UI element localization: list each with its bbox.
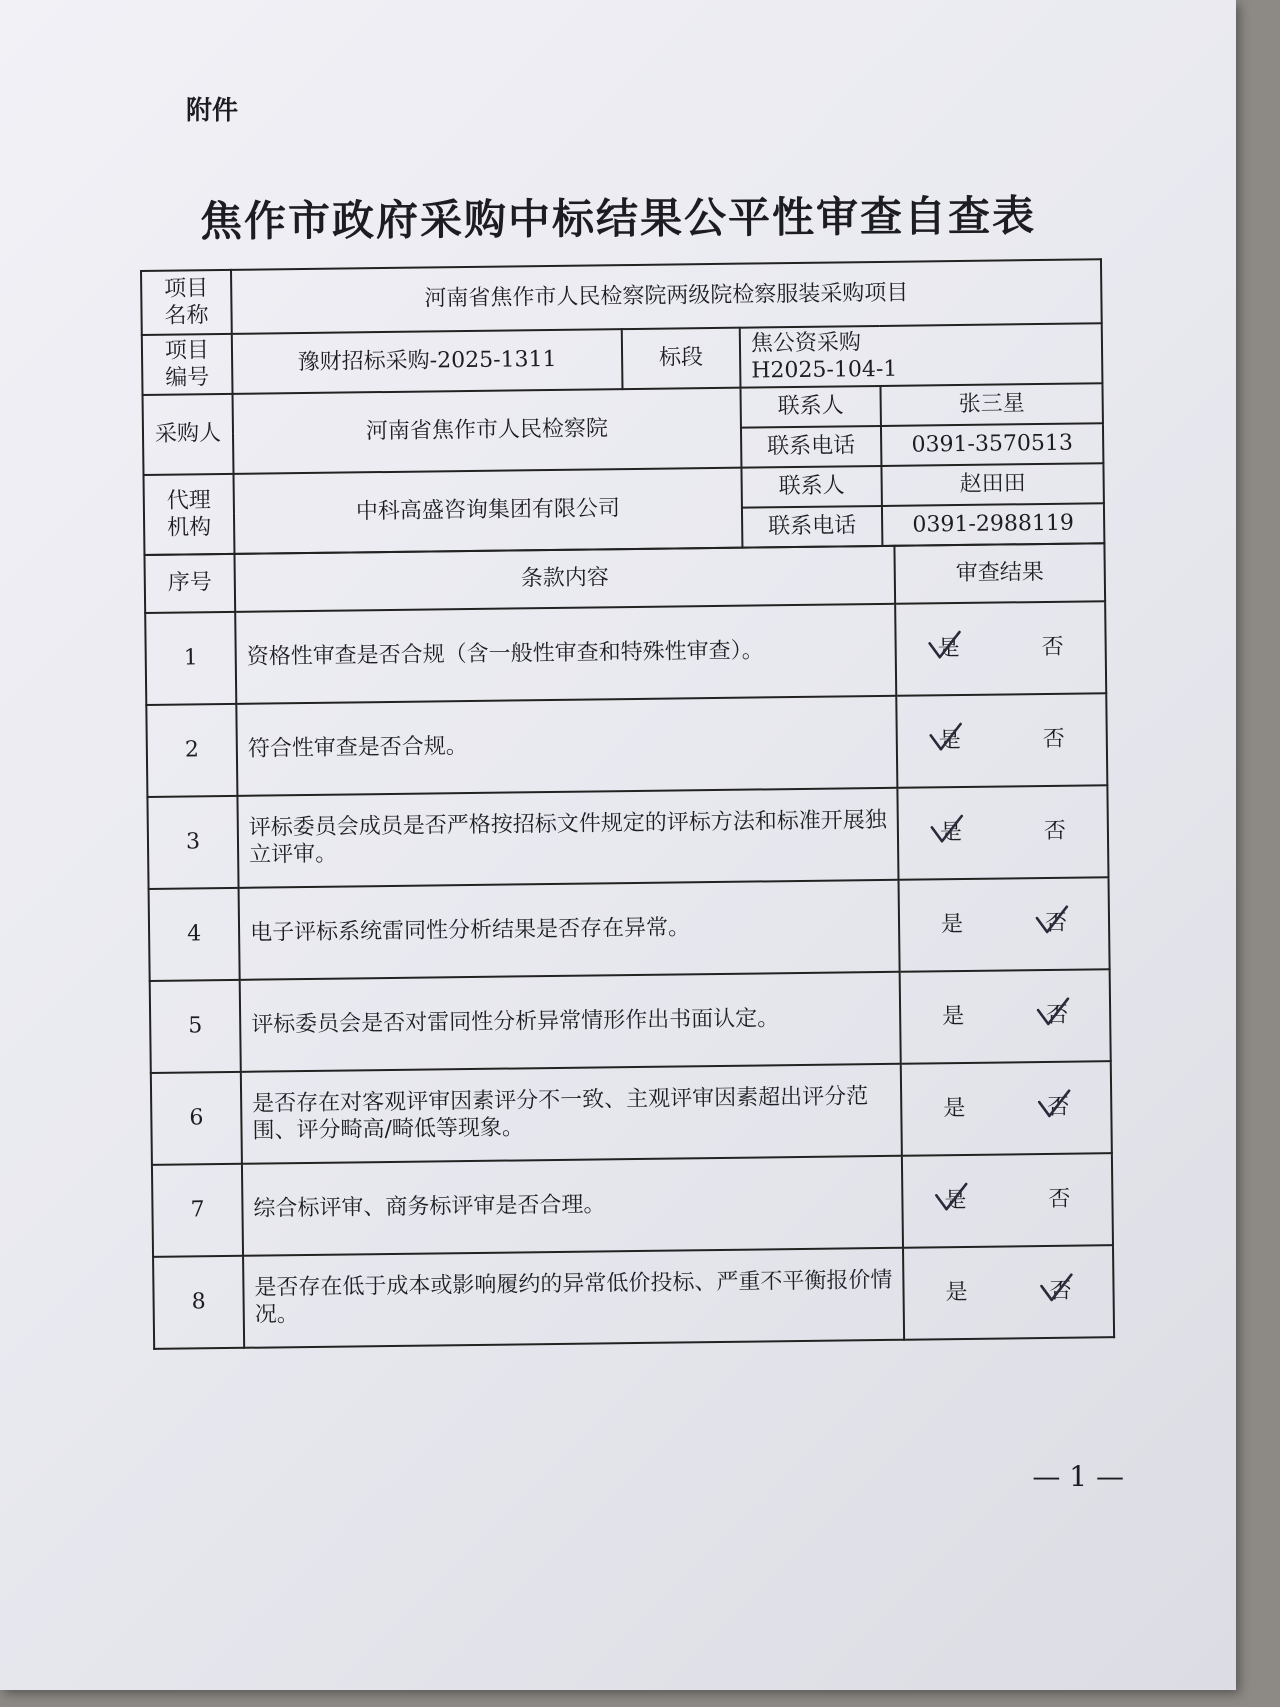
no-label: 否: [1047, 1094, 1070, 1121]
option-no: [1005, 1001, 1109, 1030]
check-mark-icon: [1036, 1088, 1072, 1120]
project-name: 河南省焦作市人民检察院两级院检察服装采购项目: [231, 259, 1102, 334]
option-no: [1004, 909, 1108, 938]
item-result: [899, 877, 1110, 972]
item-text: 评标委员会是否对雷同性分析异常情形作出书面认定。: [240, 972, 901, 1072]
check-mark-icon: [1034, 904, 1070, 936]
no-label: 否: [1041, 634, 1064, 661]
self-check-form: [140, 258, 1113, 1350]
project-name-label: 项目 名称: [141, 270, 232, 335]
check-mark-icon: [928, 721, 964, 753]
check-mark-icon: [933, 1181, 969, 1213]
item-text: 综合标评审、商务标评审是否合理。: [242, 1156, 903, 1256]
option-yes: [902, 1095, 1006, 1124]
yes-label: 是: [943, 1096, 966, 1122]
project-no-label: 项目 编号: [142, 334, 233, 395]
option-yes: [900, 911, 1004, 940]
item-result: [895, 601, 1106, 696]
no-label: 否: [1044, 910, 1068, 937]
review-item-row: [149, 877, 1110, 981]
option-yes: [901, 1003, 1005, 1032]
info-table: [140, 258, 1105, 556]
review-item-row: [146, 693, 1107, 797]
section-label: 标段: [622, 328, 741, 389]
review-item-row: [145, 601, 1106, 705]
option-yes: [898, 727, 1002, 756]
option-no: [1002, 725, 1106, 754]
agency-contact-label: 联系人: [741, 466, 881, 508]
page-number: — 1 —: [1032, 1460, 1124, 1493]
check-mark-icon: [1038, 1272, 1074, 1304]
item-result: [897, 785, 1108, 880]
yes-label: 是: [937, 636, 960, 662]
purchaser-phone: 0391-3570513: [881, 423, 1103, 466]
purchaser-name: 河南省焦作市人民检察院: [233, 388, 742, 474]
option-yes: [903, 1187, 1007, 1216]
no-label: 否: [1049, 1278, 1072, 1305]
review-item-row: [151, 1061, 1112, 1165]
item-number: 7: [152, 1164, 243, 1257]
item-result: [900, 969, 1111, 1064]
item-result: [896, 693, 1107, 788]
option-no: [1007, 1185, 1111, 1214]
document-title: 焦作市政府采购中标结果公平性审查自查表: [199, 191, 1037, 246]
agency-phone: 0391-2988119: [882, 503, 1104, 546]
project-no: 豫财招标采购-2025-1311: [232, 329, 623, 394]
yes-label: 是: [945, 1280, 968, 1306]
item-number: 8: [153, 1256, 244, 1349]
agency-label: 代理 机构: [144, 474, 235, 555]
option-no: [1003, 817, 1107, 846]
check-mark-icon: [929, 813, 965, 845]
option-yes: [897, 635, 1001, 664]
header-seq: 序号: [144, 554, 235, 613]
review-table: [143, 542, 1115, 1350]
item-number: 3: [147, 796, 238, 889]
agency-name: 中科高盛咨询集团有限公司: [233, 468, 742, 554]
no-label: 否: [1046, 1002, 1069, 1029]
review-item-row: [147, 785, 1108, 889]
purchaser-phone-label: 联系电话: [741, 426, 881, 468]
item-number: 4: [149, 888, 240, 981]
yes-label: 是: [944, 1188, 967, 1214]
option-no: [1006, 1093, 1110, 1122]
item-result: [901, 1061, 1112, 1156]
yes-label: 是: [940, 912, 964, 938]
no-label: 否: [1042, 726, 1065, 753]
option-yes: [899, 819, 1003, 848]
agency-phone-label: 联系电话: [742, 506, 882, 548]
item-text: 符合性审查是否合规。: [236, 696, 897, 796]
item-number: 5: [150, 980, 241, 1073]
yes-label: 是: [939, 820, 963, 846]
item-number: 2: [146, 704, 237, 797]
purchaser-contact: 张三星: [880, 383, 1102, 426]
item-text: 资格性审查是否合规（含一般性审查和特殊性审查）。: [235, 604, 896, 704]
section-value: 焦公资采购 H2025-104-1: [740, 323, 1103, 387]
review-item-row: [150, 969, 1111, 1073]
item-text: 是否存在低于成本或影响履约的异常低价投标、严重不平衡报价情况。: [243, 1248, 904, 1348]
no-label: 否: [1043, 818, 1067, 845]
header-content: 条款内容: [234, 546, 895, 612]
option-yes: [904, 1279, 1008, 1308]
header-result: 审查结果: [894, 543, 1105, 604]
review-item-row: [152, 1153, 1113, 1257]
option-no: [1001, 633, 1105, 662]
item-text: 是否存在对客观评审因素评分不一致、主观评审因素超出评分范围、评分畸高/畸低等现象。: [241, 1064, 902, 1164]
no-label: 否: [1048, 1186, 1071, 1213]
review-item-row: [153, 1245, 1114, 1349]
check-mark-icon: [926, 629, 962, 661]
item-text: 评标委员会成员是否严格按招标文件规定的评标方法和标准开展独立评审。: [237, 788, 898, 888]
purchaser-label: 采购人: [143, 394, 234, 475]
item-number: 6: [151, 1072, 242, 1165]
yes-label: 是: [942, 1004, 965, 1030]
option-no: [1008, 1277, 1112, 1306]
attachment-label: 附件: [186, 96, 239, 126]
item-result: [902, 1153, 1113, 1248]
item-result: [903, 1245, 1114, 1340]
yes-label: 是: [938, 728, 961, 754]
agency-contact: 赵田田: [881, 463, 1103, 506]
purchaser-contact-label: 联系人: [740, 386, 880, 428]
item-text: 电子评标系统雷同性分析结果是否存在异常。: [239, 880, 900, 980]
check-mark-icon: [1035, 996, 1071, 1028]
item-number: 1: [145, 612, 236, 705]
